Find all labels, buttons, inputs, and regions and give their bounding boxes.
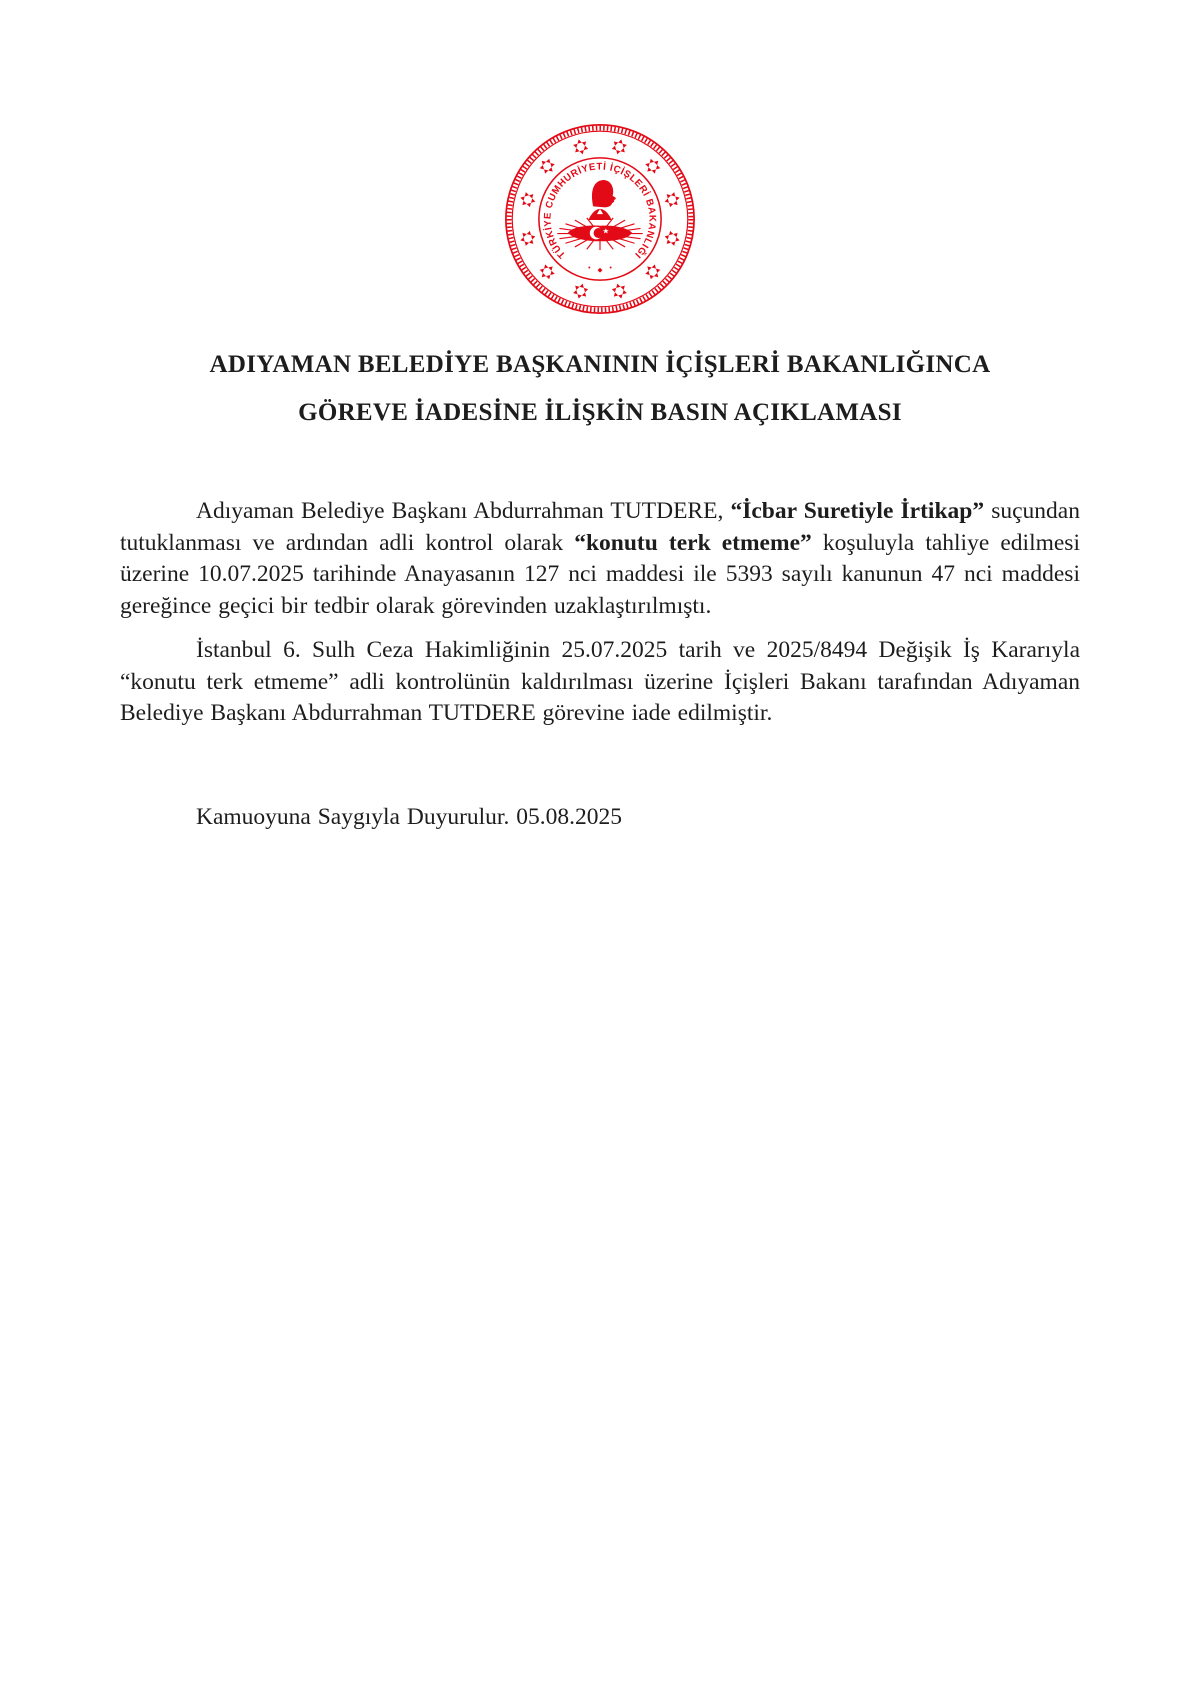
closing-line: Kamuoyuna Saygıyla Duyurulur. 05.08.2025 (196, 803, 622, 830)
ministry-seal-icon (503, 122, 697, 316)
seal-bottom-mark (588, 267, 611, 273)
title-line-1: ADIYAMAN BELEDİYE BAŞKANININ İÇİŞLERİ BAKANLIĞINCA (209, 351, 991, 378)
paragraph-1 (120, 496, 1080, 622)
paragraph-1-text: Adıyaman Belediye Başkanı Abdurrahman TUTDERE, (196, 498, 731, 524)
title-line-2: GÖREVE İADESİNE İLİŞKİN BASIN AÇIKLAMASI (298, 399, 902, 426)
press-release-body (120, 496, 1080, 833)
paragraph-1-bold-condition: “konutu terk etmeme” (574, 529, 812, 556)
press-release-title (60, 352, 1140, 426)
ataturk-silhouette-icon (588, 180, 615, 220)
paragraph-1-text-3: koşuluyla tahliye edilmesi üzerine 10.07.2025 tarihinde Anayasanın 127 nci maddesi ile 5393 sayılı kanunun 47 nci maddesi gereğince geçici bir tedbir olarak görevinden uzaklaştırılmıştı. (120, 529, 1080, 619)
paragraph-1-bold-charge: “İcbar Suretiyle İrtikap” (730, 498, 985, 524)
paragraph-1-text-2: suçundan tutuklanması ve ardından adli kontrol olarak (120, 498, 1080, 556)
paragraph-2: İstanbul 6. Sulh Ceza Hakimliğinin 25.07.2025 tarih ve 2025/8494 Değişik İş Kararıyla “konutu terk etmeme” adli kontrolünün kaldırılması üzerine İçişleri Bakanı tarafından Adıyaman Belediye Başkanı Abdurrahman TUTDERE görevine iade edilmiştir. (120, 637, 1080, 726)
ministry-seal-logo (503, 122, 697, 316)
seal-ring-text: TÜRKİYE CUMHURİYETİ İÇİŞLERİ BAKANLIĞI (542, 161, 658, 261)
